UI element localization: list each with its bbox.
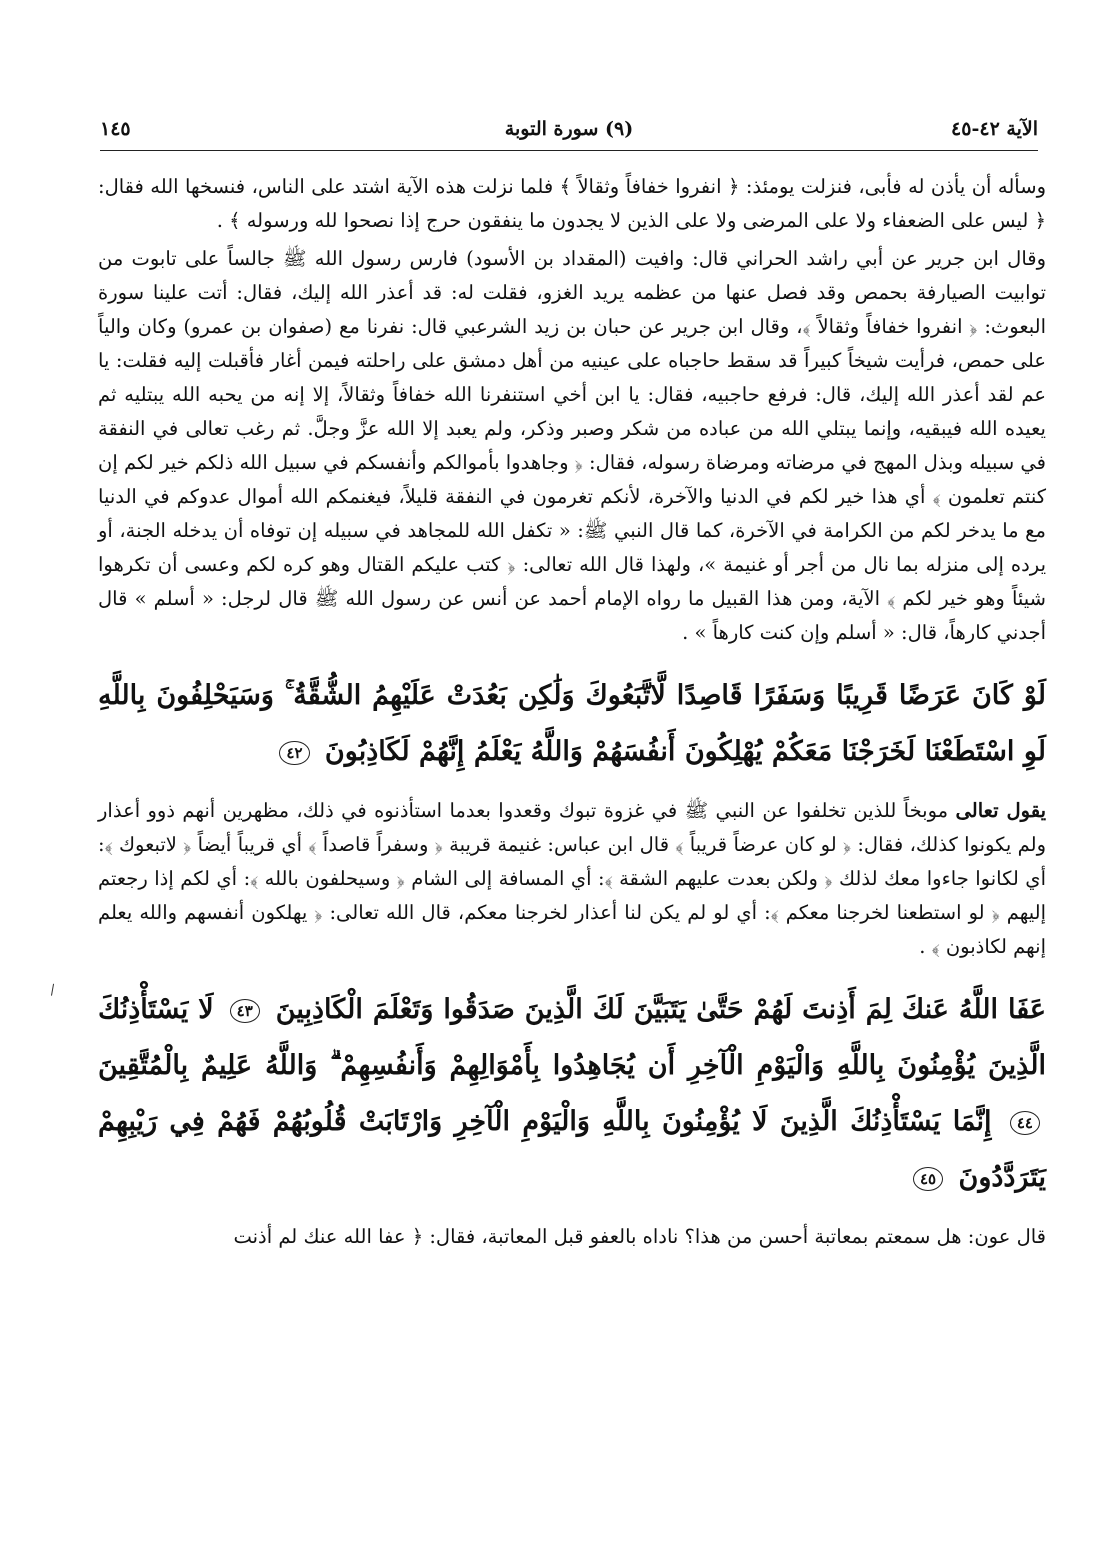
verse-45-text: إِنَّمَا يَسْتَأْذِنُكَ الَّذِينَ لَا يُؤْمِنُونَ بِاللَّهِ وَالْيَوْمِ الْآخِرِ وَارْتَابَتْ قُلُوبُهُمْ فَهُمْ فِي رَيْبِهِمْ يَتَرَدَّدُونَ [98,1106,1046,1193]
ayah-number-43: ٤٣ [230,999,260,1023]
commentary-lead: يقول تعالى [955,799,1047,822]
ayah-number-42: ٤٢ [279,741,309,765]
surah-title: (٩) سورة التوبة [504,118,634,140]
quran-verses-43-45 [98,982,1046,1206]
verse-44-text: لَا يَسْتَأْذِنُكَ الَّذِينَ يُؤْمِنُونَ بِاللَّهِ وَالْيَوْمِ الْآخِرِ أَن يُجَاهِدُوا بِأَمْوَالِهِمْ وَأَنفُسِهِمْ ۗ وَاللَّهُ عَلِيمٌ بِالْمُتَّقِينَ [98,994,1046,1081]
verse-42-text: لَوْ كَانَ عَرَضًا قَرِيبًا وَسَفَرًا قَاصِدًا لَّاتَّبَعُوكَ وَلَٰكِن بَعُدَتْ عَلَيْهِمُ الشُّقَّةُ ۚ وَسَيَحْلِفُونَ بِاللَّهِ لَوِ اسْتَطَعْنَا لَخَرَجْنَا مَعَكُمْ يُهْلِكُونَ أَنفُسَهُمْ وَاللَّهُ يَعْلَمُ إِنَّهُمْ لَكَاذِبُونَ [98,680,1046,767]
margin-mark [51,984,57,997]
ayah-number-44: ٤٤ [1010,1111,1040,1135]
page-number: ١٤٥ [100,118,131,140]
commentary-bottom: قال عون: هل سمعتم بمعاتبة أحسن من هذا؟ ناداه بالعفو قبل المعاتبة، فقال: ﴿ عفا الله عنك لم أذنت [233,1225,1046,1248]
header-divider [100,150,1038,151]
ayah-range-label: الآية ٤٢-٤٥ [951,118,1038,140]
paragraph-1: وسأله أن يأذن له فأبى، فنزلت يومئذ: ﴿ انفروا خفافاً وثقالاً ﴾ فلما نزلت هذه الآية اشتد على الناس، فنسخها الله فقال: ﴿ ليس على الضعفاء ولا على المرضى ولا على الذين لا يجدون ما ينفقون حرج إذا نصحوا لله ورسوله ﴾ . [98,175,1046,232]
page-body [98,170,1046,1254]
commentary-middle-text: موبخاً للذين تخلفوا عن النبي ﷺ في غزوة تبوك وقعدوا بعدما استأذنوه في ذلك، مظهرين أنهم ذوو أعذار ولم يكونوا كذلك، فقال: ﴿ لو كان عرضاً قريباً ﴾ قال ابن عباس: غنيمة قريبة ﴿ وسفراً قاصداً ﴾ أي قريباً أيضاً ﴿ لاتبعوك ﴾: أي لكانوا جاءوا معك لذلك ﴿ ولكن بعدت عليهم الشقة ﴾: أي المسافة إلى الشام ﴿ وسيحلفون بالله ﴾: أي لكم إذا رجعتم إليهم ﴿ لو استطعنا لخرجنا معكم ﴾: أي لو لم يكن لنا أعذار لخرجنا معكم، قال الله تعالى: ﴿ يهلكون أنفسهم والله يعلم إنهم لكاذبون ﴾ . [98,799,1046,958]
paragraph-2: وقال ابن جرير عن أبي راشد الحراني قال: وافيت (المقداد بن الأسود) فارس رسول الله ﷺ جالساً على تابوت من توابيت الصيارفة بحمص وقد فصل عنها من عظمه يريد الغزو، فقلت له: قد أعذر الله إليك، فقال: أتت علينا سورة البعوث: ﴿ انفروا خفافاً وثقالاً ﴾، وقال ابن جرير عن حبان بن زيد الشرعبي قال: نفرنا مع (صفوان بن عمرو) وكان والياً على حمص، فرأيت شيخاً كبيراً قد سقط حاجباه على عينيه من أهل دمشق على راحلته فيمن أغار فأقبلت إليه فقلت: يا عم لقد أعذر الله إليك، قال: فرفع حاجبيه، فقال: يا ابن أخي استنفرنا الله خفافاً وثقالاً، إلا إنه من يحبه الله يبتليه ثم يعيده الله فيبقيه، وإنما يبتلي الله من عباده من شكر وصبر وذكر، ولم يعبد إلا الله عزَّ وجلَّ. ثم رغب تعالى في النفقة في سبيله وبذل المهج في مرضاته ومرضاة رسوله، فقال: ﴿ وجاهدوا بأموالكم وأنفسكم في سبيل الله ذلكم خير لكم إن كنتم تعلمون ﴾ أي هذا خير لكم في الدنيا والآخرة، لأنكم تغرمون في النفقة قليلاً، فيغنمكم الله أموال عدوكم في الدنيا مع ما يدخر لكم من الكرامة في الآخرة، كما قال النبي ﷺ: « تكفل الله للمجاهد في سبيله إن توفاه أن يدخله الجنة، أو يرده إلى منزله بما نال من أجر أو غنيمة »، ولهذا قال الله تعالى: ﴿ كتب عليكم القتال وهو كره لكم وعسى أن تكرهوا شيئاً وهو خير لكم ﴾ الآية، ومن هذا القبيل ما رواه الإمام أحمد عن أنس عن رسول الله ﷺ قال لرجل: « أسلم » قال أجدني كارهاً، قال: « أسلم وإن كنت كارهاً » . [98,247,1046,644]
ayah-number-45: ٤٥ [913,1167,943,1191]
verse-43-text: عَفَا اللَّهُ عَنكَ لِمَ أَذِنتَ لَهُمْ حَتَّىٰ يَتَبَيَّنَ لَكَ الَّذِينَ صَدَقُوا وَتَعْلَمَ الْكَاذِبِينَ [275,994,1047,1025]
quran-verse-42 [98,668,1046,780]
commentary-middle [98,794,1046,964]
page-header [100,118,1038,150]
